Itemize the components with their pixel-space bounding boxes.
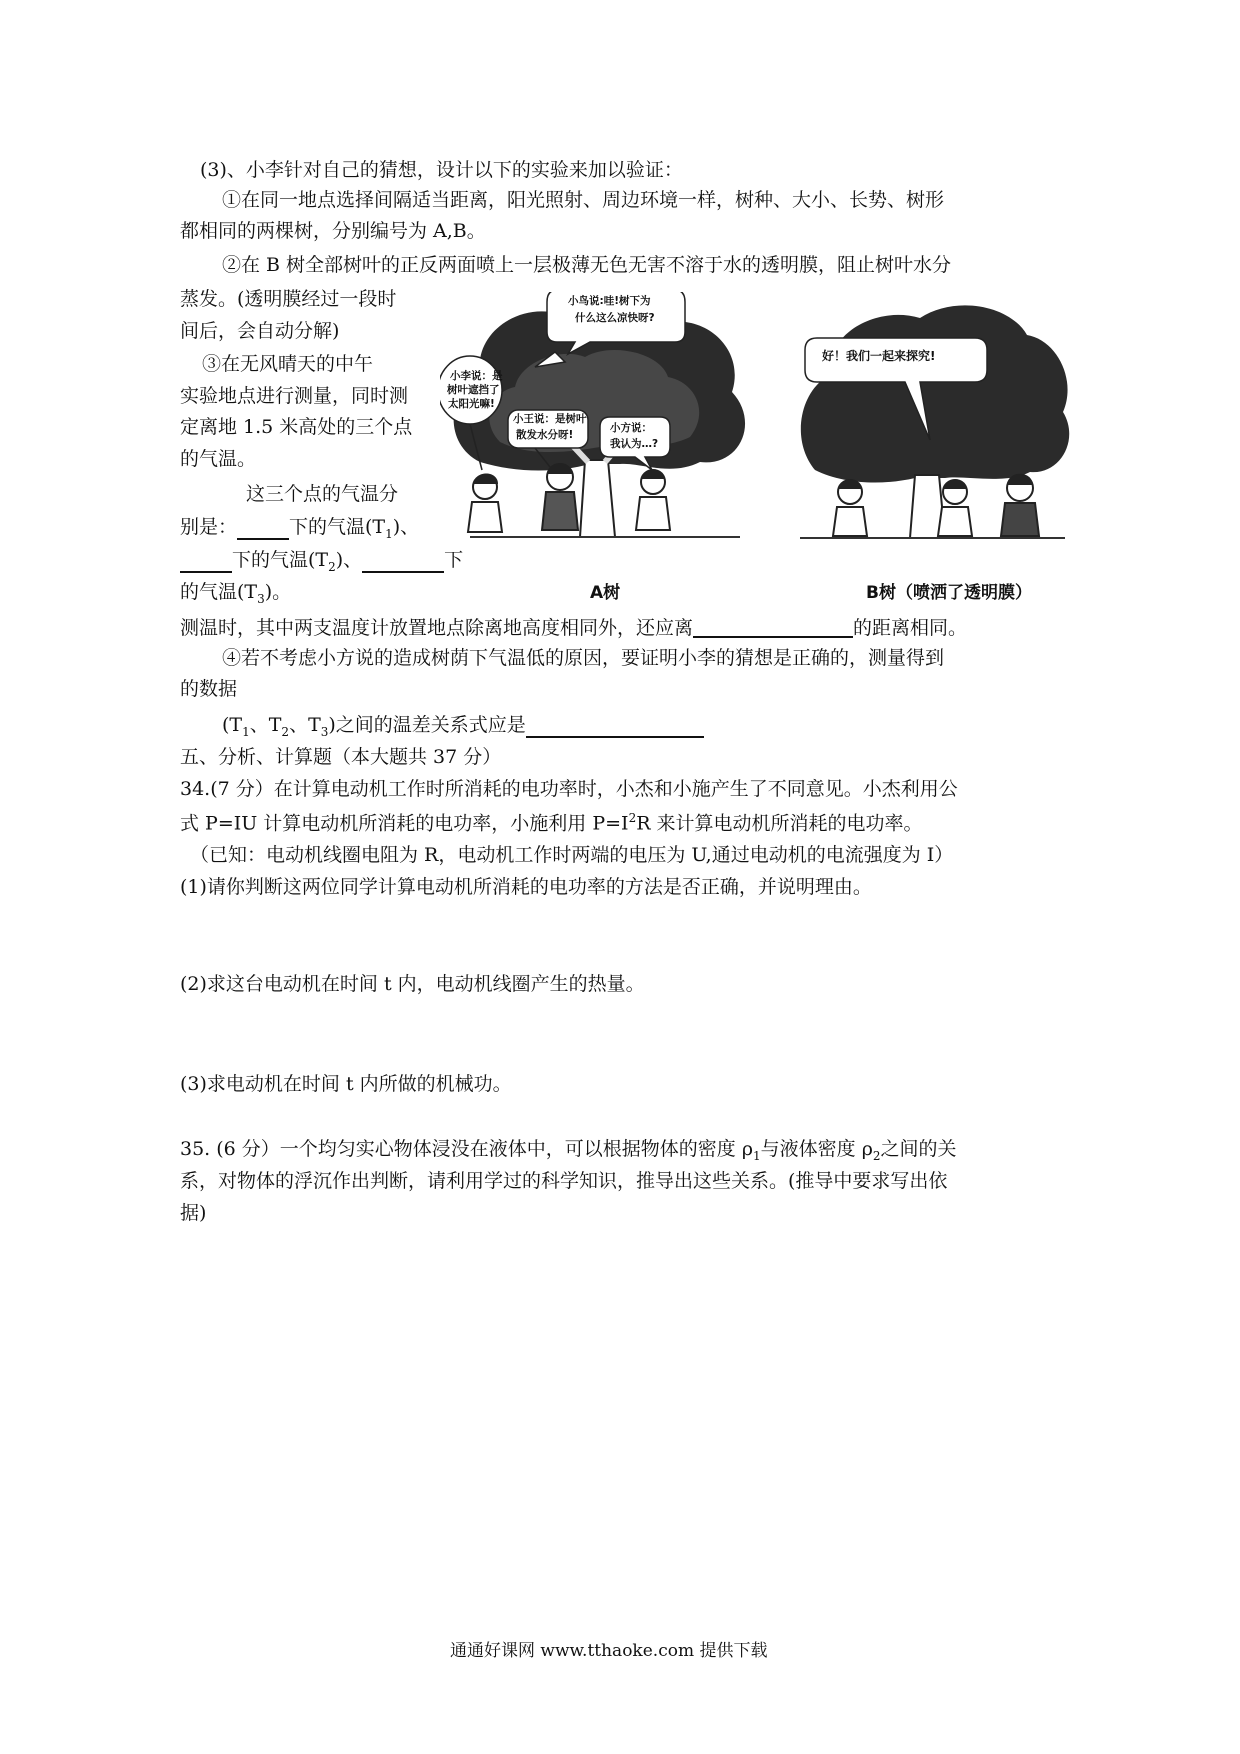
q3-step3-line2: 实验地点进行测量，同时测 (180, 385, 409, 407)
bubble-li-line3: 太阳光嘛! (448, 398, 495, 410)
bubble-b-text: 好！我们一起来探究! (822, 349, 936, 363)
footer-source: 通通好课网 www.tthaoke.com 提供下载 (450, 1641, 768, 1661)
q3-step2-line3: 间后，会自动分解) (180, 320, 340, 342)
bubble-fang-line2: 我认为…? (610, 438, 659, 450)
tree-a-illustration (440, 292, 760, 560)
caption-tree-b: B树（喷洒了透明膜） (866, 583, 1032, 603)
bubble-li-line1: 小李说：是 (450, 370, 503, 382)
q3-step4-line1: ④若不考虑小方说的造成树荫下气温低的原因，要证明小李的猜想是正确的，测量得到 (222, 647, 945, 669)
tree-b-illustration (795, 300, 1070, 560)
q3-step3-line1: ③在无风晴天的中午 (202, 353, 374, 375)
answer-blank-1[interactable] (237, 518, 289, 540)
bubble-wang-line1: 小王说：是树叶 (513, 413, 587, 425)
bubble-wang-line2: 散发水分呀! (516, 429, 574, 441)
q3-step2-line1: ②在 B 树全部树叶的正反两面喷上一层极薄无色无害不溶于水的透明膜，阻止树叶水分 (222, 254, 952, 276)
answer-blank-4[interactable] (693, 616, 853, 638)
bubble-bird-line1: 小鸟说:哇!树下为 (568, 295, 651, 307)
bubble-li-line2: 树叶遮挡了 (447, 384, 500, 396)
q34-part3: (3)求电动机在时间 t 内所做的机械功。 (180, 1073, 512, 1095)
q35-line3: 据) (180, 1202, 207, 1224)
q3-step4-line2: 的数据 (180, 678, 238, 700)
q3-step2-line2: 蒸发。(透明膜经过一段时 (180, 288, 397, 310)
q3-three-line4: 的气温$(T_3)$。 (180, 581, 292, 606)
bubble-fang-line1: 小方说： (610, 422, 652, 434)
section5-heading: 五、分析、计算题（本大题共 37 分） (180, 746, 502, 768)
answer-blank-3[interactable] (362, 551, 444, 573)
q34-part2: (2)求这台电动机在时间 t 内，电动机线圈产生的热量。 (180, 973, 645, 995)
q34-part1: (1)请你判断这两位同学计算电动机所消耗的电功率的方法是否正确，并说明理由。 (180, 876, 872, 898)
q3-three-line2: 别是： 下的气温$(T_1)$、 (180, 516, 420, 541)
q3-step1-line2: 都相同的两棵树，分别编号为 A,B。 (180, 220, 486, 242)
bubble-bird-line2: 什么这么凉快呀? (575, 312, 655, 324)
q3-step3-line4: 的气温。 (180, 448, 257, 470)
q3-three-line3: 下的气温$(T_2)$、 下 (180, 551, 463, 573)
q34-given: （已知：电动机线圈电阻为 R，电动机工作时两端的电压为 U,通过电动机的电流强度为 I） (190, 844, 954, 866)
q3-step4-line3: ($T_1$、$T_2$、$T_3$)之间的温差关系式应是 (222, 716, 704, 738)
answer-blank-5[interactable] (526, 716, 704, 738)
caption-tree-a: A树 (590, 583, 621, 603)
answer-blank-2[interactable] (180, 551, 232, 573)
q35-line1: 35. (6 分）一个均匀实心物体浸没在液体中，可以根据物体的密度 $\rho_1$与液体密度 $\rho_2$之间的关 (180, 1138, 957, 1163)
q34-line2: 式 P=IU 计算电动机所消耗的电功率，小施利用 $P=I^2R$ 来计算电动机所消耗的电功率。 (180, 811, 923, 835)
q35-line2: 系，对物体的浮沉作出判断，请利用学过的科学知识，推导出这些关系。(推导中要求写出依 (180, 1170, 948, 1192)
q3-step3-line3: 定离地 1.5 米高处的三个点 (180, 416, 413, 438)
q3-step1-line1: ①在同一地点选择间隔适当距离，阳光照射、周边环境一样，树种、大小、长势、树形 (222, 189, 945, 211)
q3-intro: (3)、小李针对自己的猜想，设计以下的实验来加以验证： (200, 159, 683, 181)
q34-line1: 34.(7 分）在计算电动机工作时所消耗的电功率时，小杰和小施产生了不同意见。小杰利用公 (180, 778, 958, 800)
q3-measure-line: 测温时，其中两支温度计放置地点除离地高度相同外，还应离 的距离相同。 (180, 617, 968, 639)
q3-three-line1: 这三个点的气温分 (246, 483, 399, 505)
